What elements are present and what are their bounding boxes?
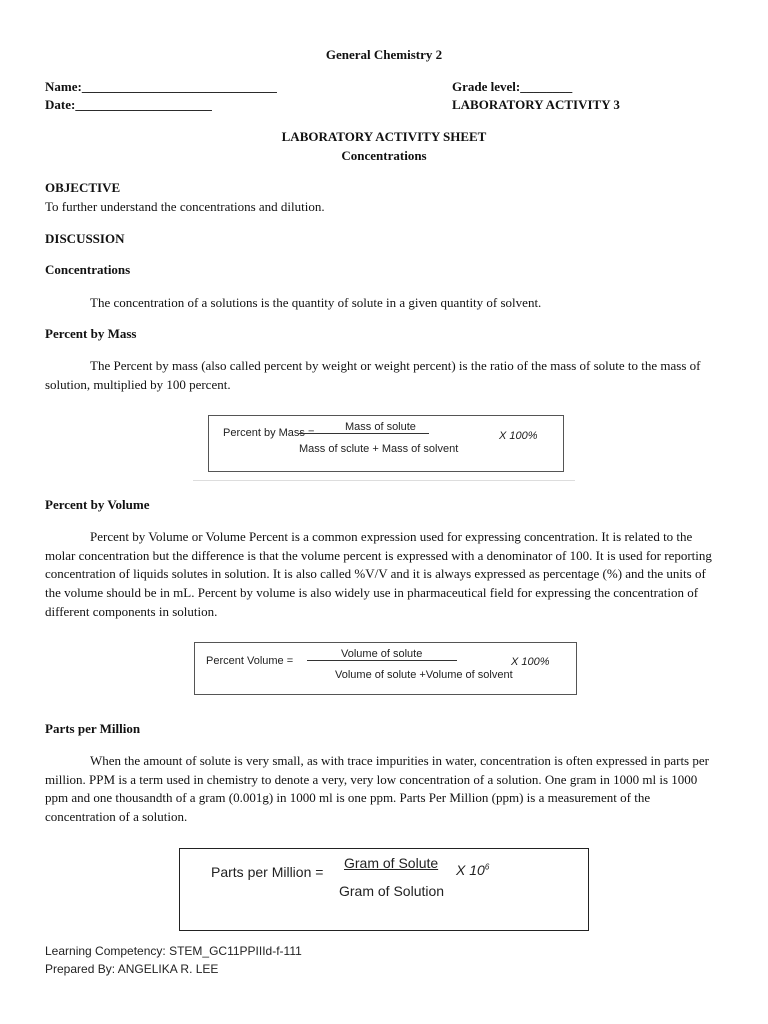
divider-line: [193, 480, 575, 481]
percent-volume-heading: Percent by Volume: [45, 497, 150, 512]
mass-formula-lhs: Percent by Mass =: [223, 427, 315, 439]
percent-mass-paragraph: [45, 357, 721, 394]
grade-level-label: Grade level:________: [452, 79, 573, 94]
volume-formula-numerator: Volume of solute: [341, 648, 423, 660]
sheet-title: LABORATORY ACTIVITY SHEET: [281, 129, 487, 144]
mass-formula-denominator: Mass of sclute + Mass of solvent: [299, 443, 459, 455]
ppm-formula-denominator: Gram of Solution: [339, 883, 445, 899]
ppm-formula-box: [179, 848, 589, 931]
ppm-factor-base: X 10: [456, 862, 485, 878]
mass-fraction-bar: [299, 433, 429, 434]
objective-heading: OBJECTIVE: [45, 180, 121, 195]
mass-formula-factor: X 100%: [499, 430, 538, 442]
ppm-formula-lhs: Parts per Million =: [211, 864, 324, 880]
sheet-subtitle: Concentrations: [341, 148, 427, 163]
concentrations-paragraph: [45, 294, 721, 313]
ppm-text: When the amount of solute is very small, as with trace impurities in water, concentration is often expressed in parts per million. PPM is a term used in chemistry to denote a very, very low concentration of a solution. One gram in 1000 ml is 1000 ppm and one thousandth of a gram (0.001g) in 1000 ml is one ppm. Parts Per Million (ppm) is a measurement of the concentration of a solution.: [45, 753, 709, 825]
volume-formula-factor: X 100%: [511, 656, 550, 668]
concentrations-text: The concentration of a solutions is the quantity of solute in a given quantity of solvent.: [90, 295, 542, 310]
course-title: General Chemistry 2: [325, 47, 443, 62]
percent-volume-text: Percent by Volume or Volume Percent is a common expression used for expressing concentration. It is related to the molar concentration but the difference is that the volume percent is expressed with a denominator of 100. It is used for reporting concentration of liquids solutes in solution. It is also called %V/V and it is always expressed as percentage (%) and the units of the volume should be in mL. Percent by volume is also widely use in pharmaceutical field for expressing the concentration of different components in solution.: [45, 529, 712, 619]
percent-volume-formula-box: [194, 642, 577, 695]
percent-mass-formula-box: [208, 415, 564, 472]
ppm-paragraph: [45, 752, 721, 827]
percent-mass-heading: Percent by Mass: [45, 326, 137, 341]
name-field-label: Name:______________________________: [45, 79, 277, 94]
objective-text: To further understand the concentrations and dilution.: [45, 199, 325, 214]
percent-volume-paragraph: [45, 528, 721, 622]
volume-formula-denominator: Volume of solute +Volume of solvent: [335, 669, 513, 681]
discussion-heading: DISCUSSION: [45, 231, 125, 246]
prepared-by: Prepared By: ANGELIKA R. LEE: [45, 962, 219, 976]
ppm-formula-factor: [456, 862, 489, 878]
activity-number: LABORATORY ACTIVITY 3: [452, 97, 620, 112]
learning-competency: Learning Competency: STEM_GC11PPIIId-f-111: [45, 944, 302, 958]
volume-fraction-bar: [307, 660, 457, 661]
ppm-formula-numerator: Gram of Solute: [344, 855, 439, 871]
volume-formula-lhs: Percent Volume =: [206, 655, 294, 667]
ppm-heading: Parts per Million: [45, 721, 141, 736]
mass-formula-numerator: Mass of solute: [345, 421, 416, 433]
ppm-factor-exponent: 6: [484, 862, 490, 872]
concentrations-heading: Concentrations: [45, 262, 131, 277]
percent-mass-text: The Percent by mass (also called percent by weight or weight percent) is the ratio of the mass of solute to the mass of solution, multiplied by 100 percent.: [45, 358, 701, 392]
date-field-label: Date:_____________________: [45, 97, 212, 112]
